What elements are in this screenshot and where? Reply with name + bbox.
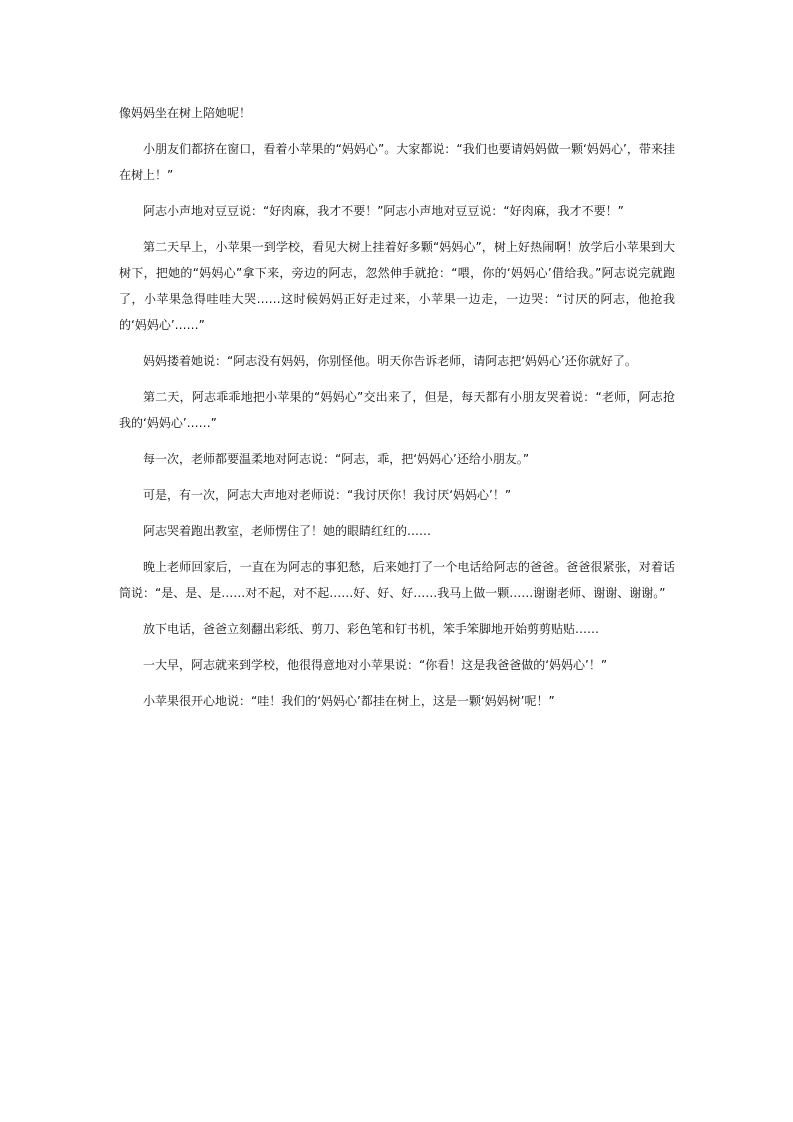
paragraph: 第二天早上，小苹果一到学校，看见大树上挂着好多颗“妈妈心”，树上好热闹啊！放学后小苹果到大树下，把她的“妈妈心”拿下来，旁边的阿志，忽然伸手就抢：“喂，你的‘妈妈心’借给我。”阿志说完就跑了，小苹果急得哇哇大哭……这时候妈妈正好走过来，小苹果一边走，一边哭：“讨厌的阿志，他抢我的‘妈妈心’……” xyxy=(119,240,675,332)
paragraph: 像妈妈坐在树上陪她呢！ xyxy=(119,106,252,120)
paragraph: 每一次，老师都要温柔地对阿志说：“阿志，乖，把‘妈妈心’还给小朋友。” xyxy=(143,452,530,466)
paragraph: 阿志哭着跑出教室，老师愣住了！她的眼睛红红的…… xyxy=(143,524,432,538)
paragraph: 放下电话，爸爸立刻翻出彩纸、剪刀、彩色笔和钉书机，笨手笨脚地开始剪剪贴贴…… xyxy=(143,622,600,636)
paragraph: 妈妈搂着她说：“阿志没有妈妈，你别怪他。明天你告诉老师，请阿志把‘妈妈心’还你就好了。 xyxy=(143,354,637,368)
paragraph: 可是，有一次，阿志大声地对老师说：“我讨厌你！我讨厌‘妈妈心’！” xyxy=(143,488,512,502)
paragraph: 阿志小声地对豆豆说：“好肉麻，我才不要！”阿志小声地对豆豆说：“好肉麻，我才不要！” xyxy=(143,204,624,218)
paragraph: 第二天，阿志乖乖地把小苹果的“妈妈心”交出来了，但是，每天都有小朋友哭着说：“老师，阿志抢我的‘妈妈心’……” xyxy=(119,390,675,430)
paragraph: 一大早，阿志就来到学校，他很得意地对小苹果说：“你看！这是我爸爸做的‘妈妈心’！” xyxy=(143,658,608,672)
paragraph: 小朋友们都挤在窗口，看着小苹果的“妈妈心”。大家都说：“我们也要请妈妈做一颗‘妈妈心’，带来挂在树上！” xyxy=(119,142,675,182)
paragraph: 小苹果很开心地说：“哇！我们的‘妈妈心’都挂在树上，这是一颗‘妈妈树’呢！” xyxy=(143,694,555,708)
story-text xyxy=(119,100,675,724)
paragraph: 晚上老师回家后，一直在为阿志的事犯愁，后来她打了一个电话给阿志的爸爸。爸爸很紧张，对着话筒说：“是、是、是……对不起，对不起……好、好、好……我马上做一颗……谢谢老师、谢谢、谢谢。” xyxy=(119,560,675,600)
